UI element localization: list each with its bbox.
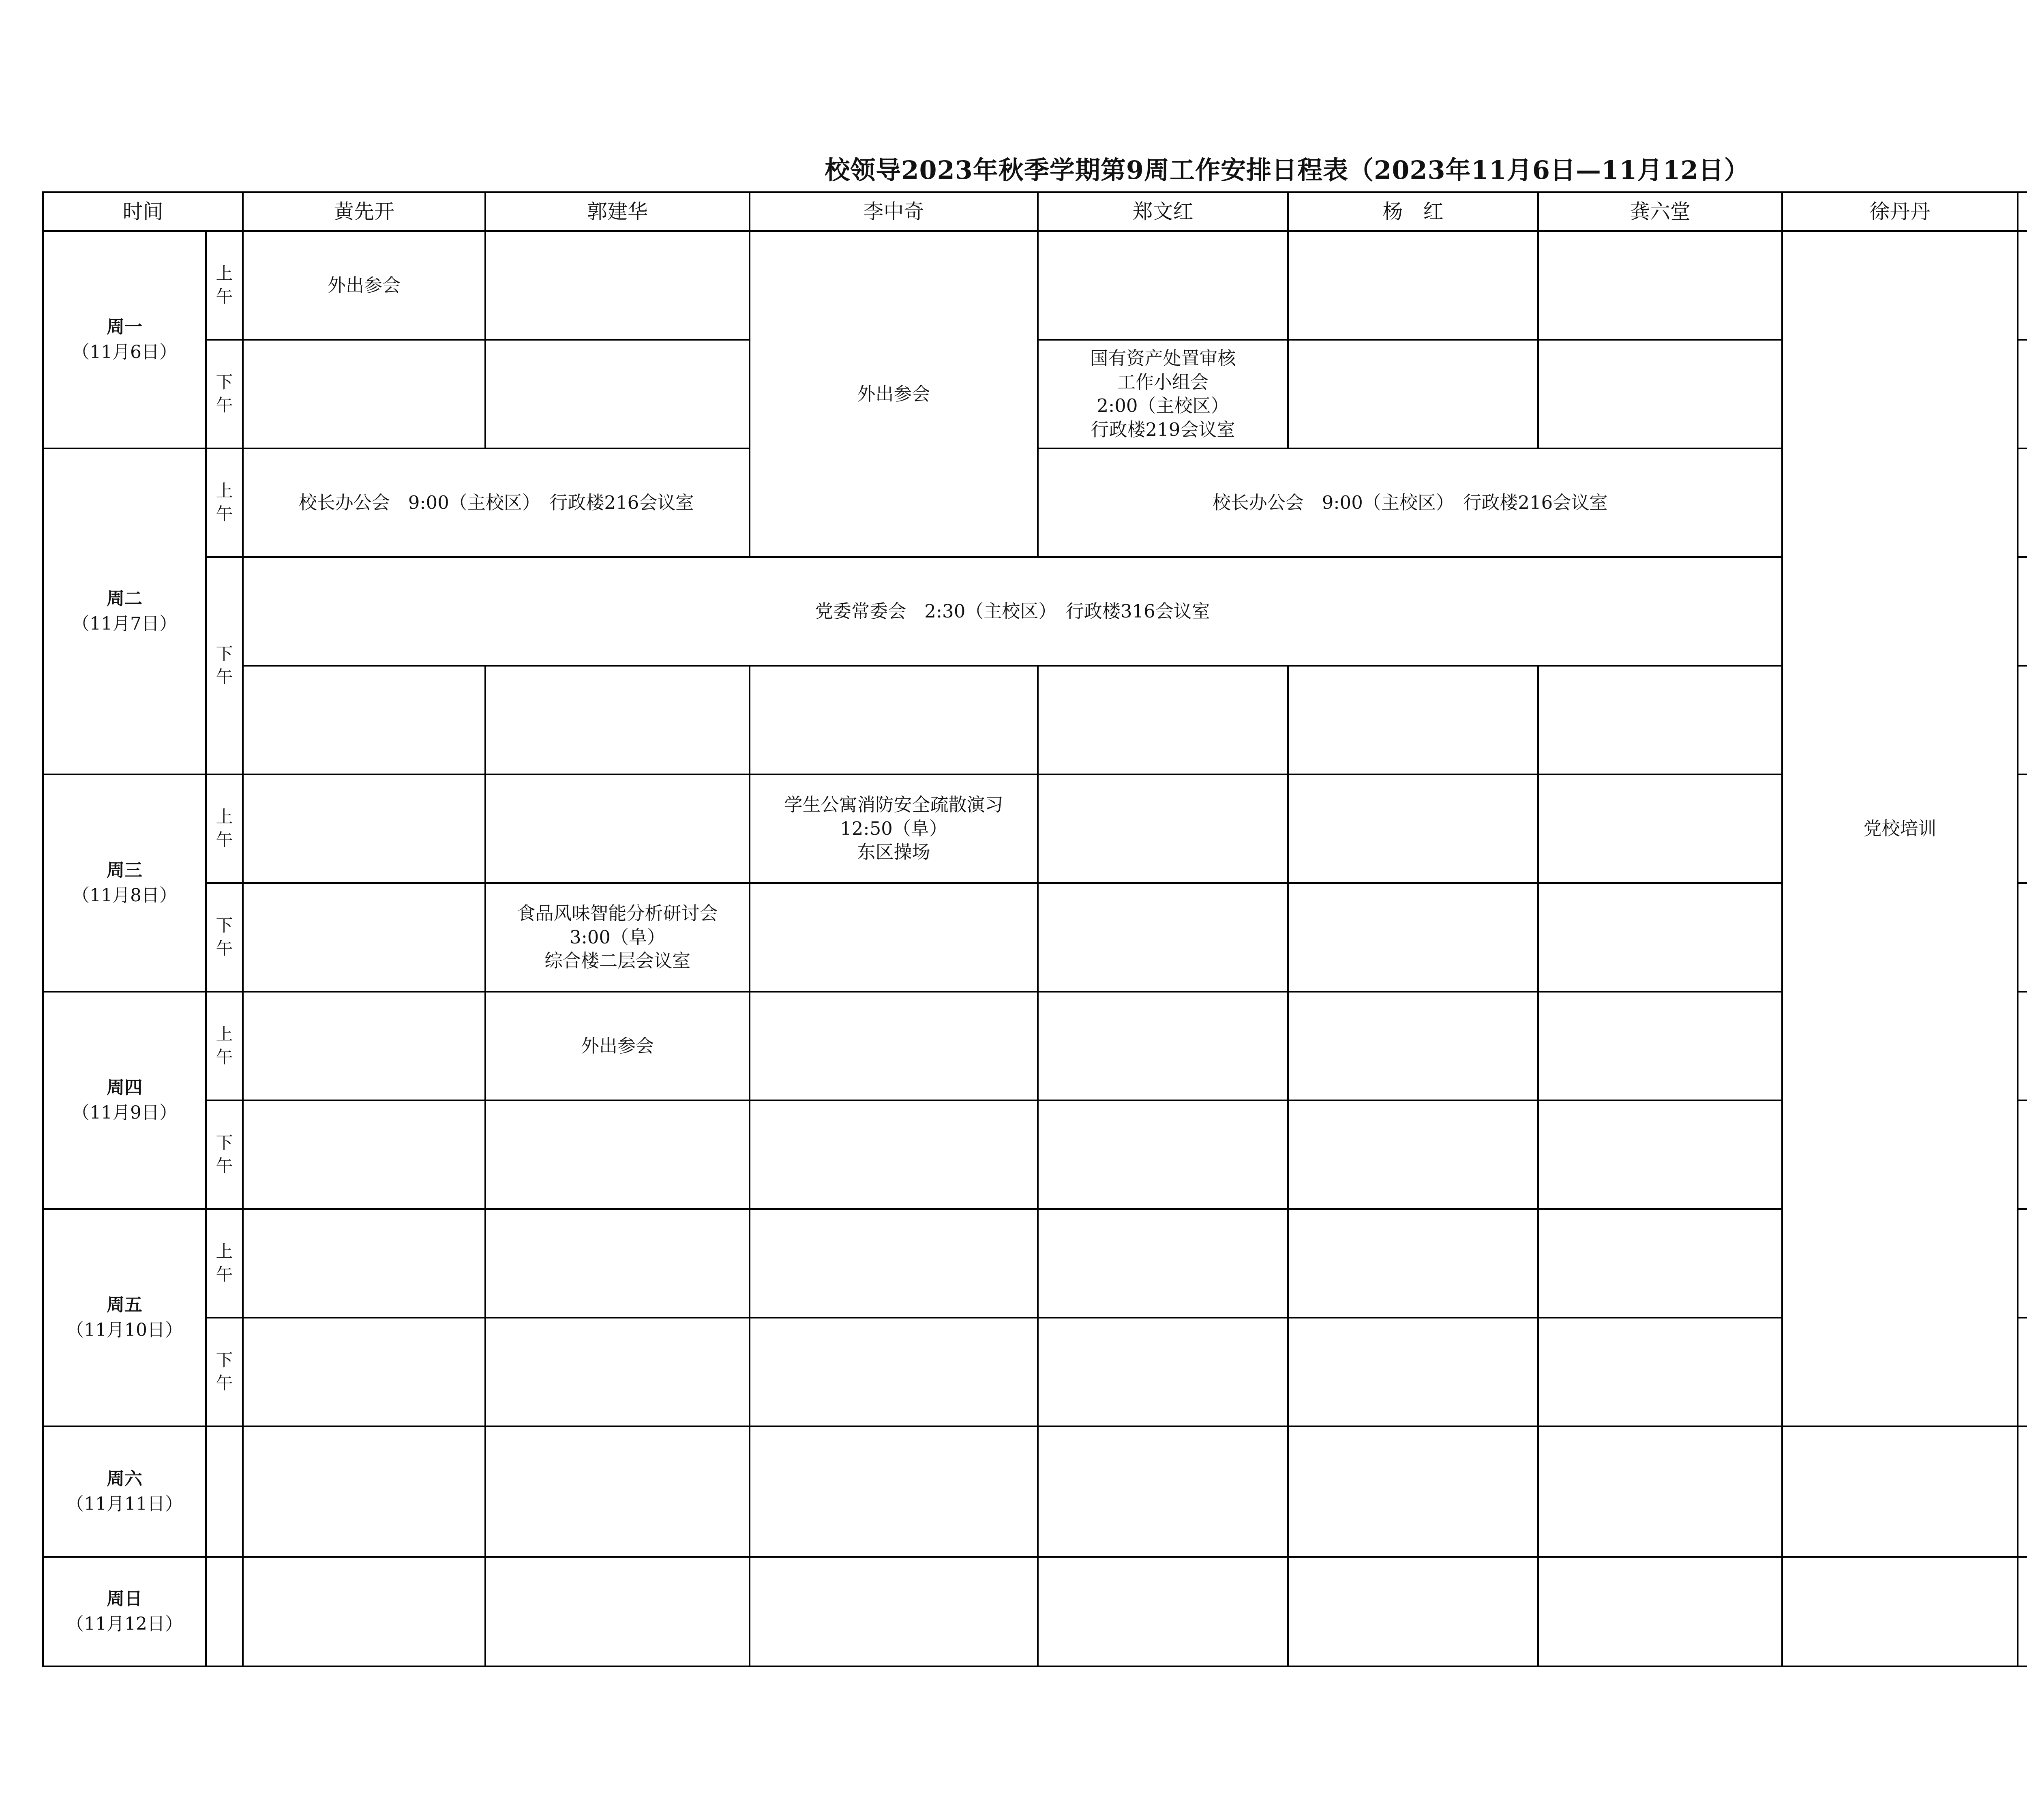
empty-cell xyxy=(1538,992,1782,1100)
page-title: 校领导2023年秋季学期第9周工作安排日程表（2023年11月6日—11月12日） xyxy=(825,155,1750,185)
day-name: 周五 xyxy=(107,1295,142,1316)
table-row xyxy=(43,1557,2027,1666)
person-header: 郑文红 xyxy=(1038,192,1288,231)
empty-cell xyxy=(1288,340,1538,448)
empty-cell xyxy=(1288,774,1538,883)
empty-cell xyxy=(1038,666,1288,774)
empty-cell xyxy=(243,883,485,992)
empty-cell xyxy=(750,1209,1038,1318)
empty-cell xyxy=(243,774,485,883)
empty-cell xyxy=(1288,666,1538,774)
am-label: 上 午 xyxy=(206,231,243,340)
empty-cell xyxy=(243,340,485,448)
time-header: 时间 xyxy=(43,192,243,231)
empty-cell xyxy=(1038,1209,1288,1318)
day-date: （11月9日） xyxy=(72,1102,177,1123)
table-row xyxy=(43,774,2027,883)
table-row xyxy=(43,1318,2027,1426)
empty-cell xyxy=(2018,231,2027,340)
empty-cell xyxy=(485,1557,750,1666)
day-name: 周日 xyxy=(107,1588,142,1610)
empty-cell xyxy=(485,774,750,883)
day-cell xyxy=(43,1209,206,1426)
person-header: 徐丹丹 xyxy=(1782,192,2018,231)
empty-cell xyxy=(1538,231,1782,340)
day-date: （11月12日） xyxy=(66,1614,183,1634)
am-label: 上 午 xyxy=(206,992,243,1100)
day-date: （11月10日） xyxy=(66,1320,183,1340)
empty-cell xyxy=(1038,992,1288,1100)
empty-cell xyxy=(1288,1557,1538,1666)
empty-cell xyxy=(243,1100,485,1209)
empty-cell xyxy=(1038,231,1288,340)
empty-cell xyxy=(243,1318,485,1426)
empty-cell xyxy=(1538,1318,1782,1426)
empty-cell xyxy=(1782,1557,2018,1666)
day-date: （11月7日） xyxy=(72,613,177,634)
event-cell: 校长办公会 9:00（主校区） 行政楼216会议室 xyxy=(1038,448,1782,557)
empty-cell xyxy=(206,1426,243,1557)
empty-cell xyxy=(1538,1100,1782,1209)
empty-cell xyxy=(1782,1426,2018,1557)
event-cell: 学生公寓消防安全疏散演习 12:50（阜） 东区操场 xyxy=(750,774,1038,883)
empty-cell xyxy=(1538,1426,1782,1557)
empty-cell xyxy=(1038,1426,1288,1557)
pm-label: 下 午 xyxy=(206,340,243,448)
empty-cell xyxy=(750,883,1038,992)
empty-cell xyxy=(750,1100,1038,1209)
empty-cell xyxy=(750,1318,1038,1426)
empty-cell xyxy=(1038,774,1288,883)
empty-cell xyxy=(1538,340,1782,448)
table-row xyxy=(43,557,2027,666)
empty-cell xyxy=(485,1318,750,1426)
empty-cell xyxy=(1538,1209,1782,1318)
day-cell xyxy=(43,774,206,992)
pm-label: 下 午 xyxy=(206,883,243,992)
person-header xyxy=(2018,192,2027,231)
table-row xyxy=(43,231,2027,340)
empty-cell xyxy=(750,1426,1038,1557)
empty-cell xyxy=(1538,1557,1782,1666)
empty-cell xyxy=(485,1209,750,1318)
day-cell xyxy=(43,992,206,1209)
empty-cell xyxy=(1288,231,1538,340)
day-cell xyxy=(43,448,206,774)
event-cell: 校长办公会 9:00（主校区） 行政楼216会议室 xyxy=(243,448,750,557)
day-date: （11月6日） xyxy=(72,342,177,362)
header-row xyxy=(43,192,2027,231)
am-label: 上 午 xyxy=(206,1209,243,1318)
day-name: 周六 xyxy=(107,1468,142,1490)
day-name: 周四 xyxy=(107,1077,142,1098)
empty-cell xyxy=(2018,883,2027,992)
event-cell xyxy=(2018,557,2027,666)
event-cell: 外出参会 xyxy=(750,231,1038,557)
table-row xyxy=(43,992,2027,1100)
empty-cell xyxy=(243,1426,485,1557)
empty-cell xyxy=(2018,992,2027,1100)
person-header: 郭建华 xyxy=(485,192,750,231)
empty-cell xyxy=(2018,1100,2027,1209)
empty-cell xyxy=(1288,1100,1538,1209)
day-name: 周一 xyxy=(107,317,142,338)
empty-cell xyxy=(243,1209,485,1318)
empty-cell xyxy=(1288,1426,1538,1557)
event-cell: 外出参会 xyxy=(485,992,750,1100)
am-label: 上 午 xyxy=(206,448,243,557)
am-label: 上 午 xyxy=(206,774,243,883)
event-cell: 国有资产处置审核 工作小组会 2:00（主校区） 行政楼219会议室 xyxy=(1038,340,1288,448)
empty-cell xyxy=(485,1426,750,1557)
empty-cell xyxy=(1538,666,1782,774)
empty-cell xyxy=(243,992,485,1100)
table-row xyxy=(43,666,2027,774)
empty-cell xyxy=(485,340,750,448)
empty-cell xyxy=(1038,1100,1288,1209)
empty-cell xyxy=(206,1557,243,1666)
empty-cell xyxy=(1288,1209,1538,1318)
empty-cell xyxy=(485,231,750,340)
day-date: （11月8日） xyxy=(72,885,177,906)
event-cell xyxy=(2018,340,2027,448)
empty-cell xyxy=(750,992,1038,1100)
day-name: 周三 xyxy=(107,860,142,881)
empty-cell xyxy=(485,1100,750,1209)
empty-cell xyxy=(750,666,1038,774)
event-cell: 外出参会 xyxy=(243,231,485,340)
day-name: 周二 xyxy=(107,588,142,609)
table-row xyxy=(43,1100,2027,1209)
pm-label: 下 午 xyxy=(206,1100,243,1209)
event-cell: 食品风味智能分析研讨会 3:00（阜） 综合楼二层会议室 xyxy=(485,883,750,992)
empty-cell xyxy=(243,1557,485,1666)
person-header: 黄先开 xyxy=(243,192,485,231)
event-cell xyxy=(2018,448,2027,557)
schedule-table xyxy=(42,191,2027,1667)
event-cell xyxy=(2018,666,2027,774)
empty-cell xyxy=(2018,1209,2027,1318)
table-row xyxy=(43,883,2027,992)
day-date: （11月11日） xyxy=(66,1494,183,1514)
table-row xyxy=(43,1209,2027,1318)
empty-cell xyxy=(1538,774,1782,883)
empty-cell xyxy=(243,666,485,774)
empty-cell xyxy=(1288,992,1538,1100)
empty-cell xyxy=(2018,774,2027,883)
empty-cell xyxy=(1038,1318,1288,1426)
empty-cell xyxy=(1538,883,1782,992)
empty-cell xyxy=(1038,883,1288,992)
empty-cell xyxy=(1288,883,1538,992)
person-header: 龚六堂 xyxy=(1538,192,1782,231)
day-cell xyxy=(43,231,206,448)
event-cell: 党委常委会 2:30（主校区） 行政楼316会议室 xyxy=(243,557,1782,666)
pm-label: 下 午 xyxy=(206,557,243,774)
day-cell xyxy=(43,1426,206,1557)
empty-cell xyxy=(485,666,750,774)
empty-cell xyxy=(1288,1318,1538,1426)
empty-cell xyxy=(2018,1426,2027,1557)
person-header: 杨 红 xyxy=(1288,192,1538,231)
day-cell xyxy=(43,1557,206,1666)
pm-label: 下 午 xyxy=(206,1318,243,1426)
empty-cell xyxy=(2018,1318,2027,1426)
event-cell: 党校培训 xyxy=(1782,231,2018,1426)
empty-cell xyxy=(2018,1557,2027,1666)
table-row xyxy=(43,1426,2027,1557)
person-header: 李中奇 xyxy=(750,192,1038,231)
empty-cell xyxy=(750,1557,1038,1666)
empty-cell xyxy=(1038,1557,1288,1666)
